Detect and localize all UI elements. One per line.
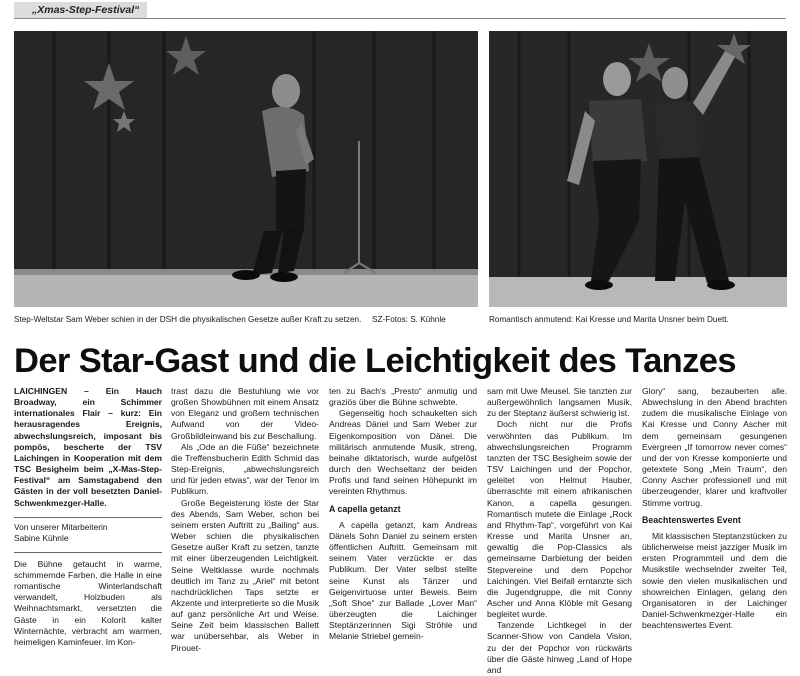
section-tag: „Xmas-Step-Festival“ xyxy=(14,2,147,19)
article-column-5 xyxy=(642,386,787,631)
photo-right-caption: Romantisch anmutend: Kai Kresse und Marita Unsner beim Duett. xyxy=(489,315,729,324)
photo-credit: SZ-Fotos: S. Kühnle xyxy=(372,315,446,324)
paragraph: trast dazu die Bestuhlung wie vor großen Showbühnen mit einem Ansatz von Eleganz und großem technischen Aufwand von der Video-Großbildleinwand bis zur Beschallung. xyxy=(171,386,319,441)
photo-sam-weber-image xyxy=(14,31,478,307)
byline-role: Von unserer Mitarbeiterin xyxy=(14,521,108,532)
headline: Der Star-Gast und die Leichtigkeit des Tanzes xyxy=(14,342,736,380)
byline xyxy=(14,517,162,544)
paragraph: Tanzende Lichtkegel in der Scanner-Show von Candela Vision, zu der der Popchor von rückwärts über die Gäste hinweg „Land of Hope and xyxy=(487,620,632,675)
paragraph: Als „Ode an die Füße“ bezeichnete die Treffensbucherin Edith Schmid das Step-Ereignis, „abwechslungsreich und für jeden etwas“, war der Tenor im Publikum. xyxy=(171,441,319,497)
article-column-4 xyxy=(487,386,632,676)
paragraph: A capella getanzt, kam Andreas Dänels Sohn Daniel zu seinem ersten öffentlichen Auftritt. Gemeinsam mit seinem Vater verzückte er das Publikum. Der Vater selbst stellte seine Kunst als Tänzer und Geigenvirtuose unter Beweis. Beim „Soft Shoe“ zur Ballade „Lover Man“ überzeugten die Laichinger Steptänzerinnen Sigi Ströhle und Melanie Striebel gemein- xyxy=(329,519,477,642)
subheading: A capella getanzt xyxy=(329,503,401,514)
paragraph: Gegenseitig hoch schaukelten sich Andreas Dänel und Sam Weber zur Eigenkomposition von Dänel. Die militärisch anmutende Musik, streng, beinahe diktatorisch, wurde aufgelöst durch den Wechseltanz der beiden Profis und fand seinen Höhepunkt im vereinten Rhythmus. xyxy=(329,408,477,497)
paragraph: Große Begeisterung löste der Star des Abends, Sam Weber, schon bei seinem ersten Auftritt zu „Bailing“ aus. Weber schien die physikalischen Gesetze außer Kraft zu setzen, tanzte mit einer überzeugenden Leichtigkeit. Seine Weltklasse wurde nochmals deutlich im Tanz zu „Ariel“ mit betont nachdrücklichen Taps setzte er Akzente und interpretierte so die Musik auf ganz persönliche Art und Weise. Seine Zeit beim klassischen Ballett war unübersehbar, als Weber in Pirouet- xyxy=(171,497,319,653)
paragraph: ten zu Bach's „Presto“ anmutig und graziös über die Bühne schwebte. xyxy=(329,386,477,408)
article-column-2 xyxy=(171,386,319,654)
article-column-1 xyxy=(14,386,162,648)
photo-left-caption: Step-Weltstar Sam Weber schien in der DSH die physikalischen Gesetze außer Kraft zu setzen. xyxy=(14,315,362,324)
photo-sam-weber xyxy=(14,31,478,307)
paragraph: Glory“ sang, bezauberten alle. Abwechslung in den Abend brachten zudem die musikalische Einlage von Kai Kresse und Conny Ascher mit dem gemeinsam gesungenen Evergreen „If tomorrow never comes“ und der von Kresse komponierte und getextete Song „Mein Traum“, den Conny Ascher professionell und mit überzeugender, klarer und kraftvoller Stimme vortrug. xyxy=(642,386,787,508)
section-rule xyxy=(14,18,786,19)
paragraph: Mit klassischen Steptanzstücken zu üblicherweise meist jazziger Musik im ersten Programmteil und dem die Musikstile wechselnder zweiter Teil, sowie den vielen musikalischen und showreichen Einlagen, gelang den Organisatoren in der Laichinger Daniel-Schwenkmezger-Halle ein beachtenswertes Event. xyxy=(642,530,787,631)
paragraph: Doch nicht nur die Profis verwöhnten das Publikum. Im abwechslungsreichen Programm tanzten der TSC Besigheim sowie der TSV Laichingen und der Popchor, geleitet von Helmut Hauber, überraschte mit einem afrikanischen Kanon, a capella gesungen. Romantisch mutete die Einlage „Rock and Rhythm-Tap“, vorgeführt von Kai Kresse und Marita Unsner an, gewaltig die Pop-Classics als gemeinsame Darbietung der beiden Stepvereine und dem Popchor Laichingen. Viel Beifall erntanzte sich die Jugendgruppe, die mit Conny Ascher und Anna Klöble mit Gesang begleitet wurde. xyxy=(487,419,632,620)
lead-paragraph: LAICHINGEN – Ein Hauch Broadway, ein Schimmer internationales Flair – kurz: Ein herausragendes Ereignis, abwechslungsreich, imposant bis pompös, bescherte der TSV Laichingen in Kooperation mit dem TSC Besigheim beim „X-Mas-Step-Festival“ am Samstagabend den Gästen in der voll besetzten Daniel-Schwenkmezger-Halle. xyxy=(14,386,162,508)
subheading: Beachtenswertes Event xyxy=(642,514,741,525)
paragraph: sam mit Uwe Meusel. Sie tanzten zur außergewöhnlich langsamen Musik, zu der Steptanz äußerst schwierig ist. xyxy=(487,386,632,419)
photo-duet-image xyxy=(489,31,787,307)
byline-author: Sabine Kühnle xyxy=(14,532,69,543)
article-column-3 xyxy=(329,386,477,642)
photo-duet xyxy=(489,31,787,307)
paragraph: Die Bühne getaucht in warme, schimmernde Farben, die Halle in eine romantische Winterlandschaft verwandelt, Holzbuden als Weihnachtsmarkt, versetzten die Gäste in ein Kolorit kalter Winternächte, verbracht am warmen, heimeligen Kaminfeuer. Im Kon- xyxy=(14,552,162,648)
